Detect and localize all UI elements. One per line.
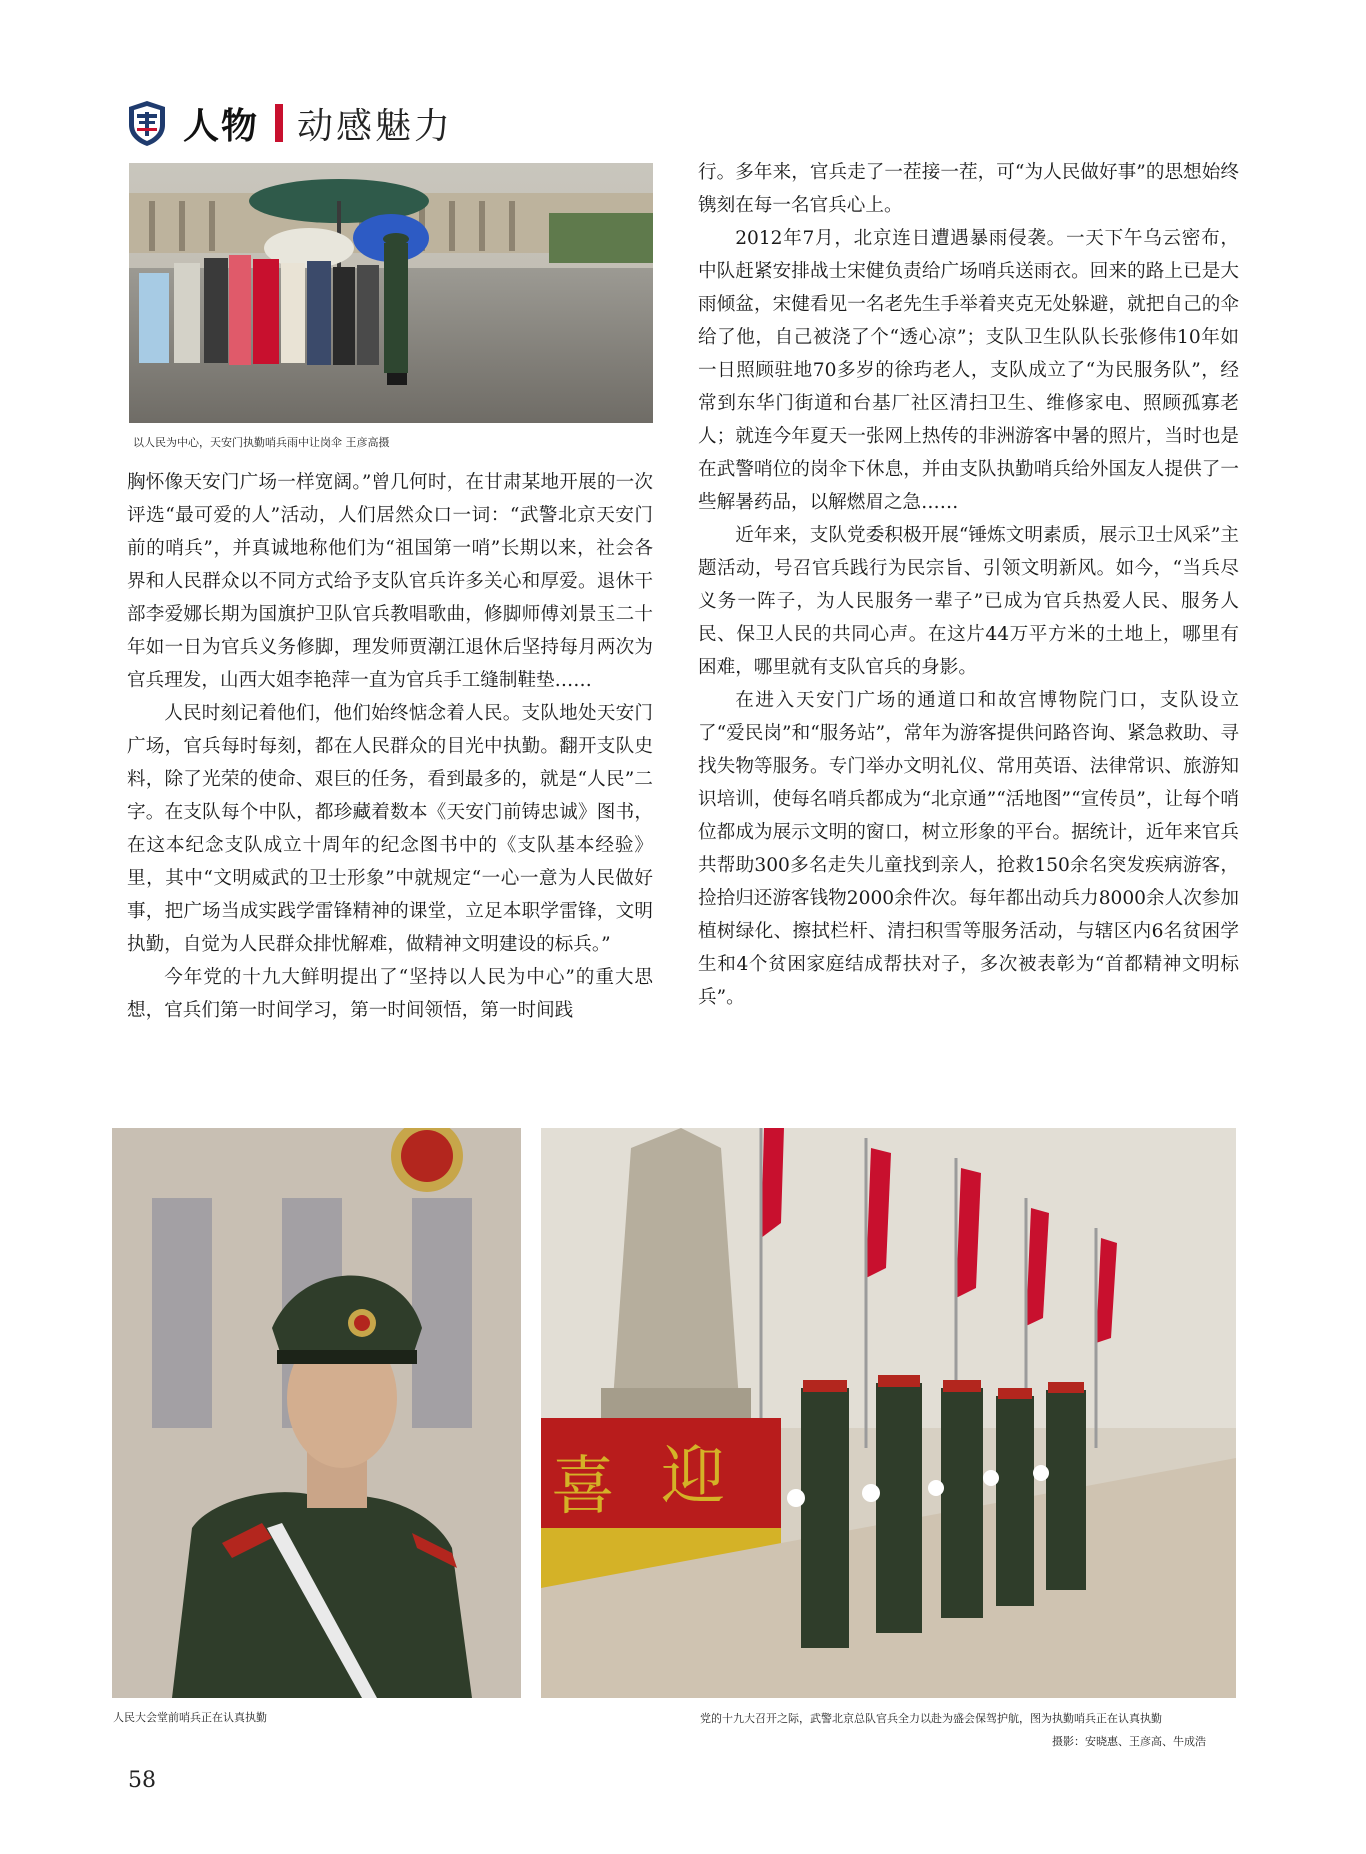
paragraph: 行。多年来，官兵走了一茬接一茬，可“为人民做好事”的思想始终镌刻在每一名官兵心上。 — [698, 162, 1239, 216]
left-text-column — [127, 466, 653, 1027]
left-photo-caption: 人民大会堂前哨兵正在认真执勤 — [113, 1711, 267, 1724]
police-emblem-icon — [125, 99, 169, 147]
paragraph: 近年来，支队党委积极开展“锤炼文明素质，展示卫士风采”主题活动，号召官兵践行为民宗旨、引领文明新风。如今，“当兵尽义务一阵子，为人民服务一辈子”已成为官兵热爱人民、服务人民、保卫人民的共同心声。在这片44万平方米的土地上，哪里有困难，哪里就有支队官兵的身影。 — [698, 525, 1239, 678]
photo-sentry-portrait — [112, 1128, 521, 1698]
header-divider — [275, 104, 283, 142]
photo-rain-sentry — [129, 163, 653, 423]
paragraph: 在进入天安门广场的通道口和故宫博物院门口，支队设立了“爱民岗”和“服务站”，常年为游客提供问路咨询、紧急救助、寻找失物等服务。专门举办文明礼仪、常用英语、法律常识、旅游知识培训，使每名哨兵都成为“北京通”“活地图”“宣传员”，让每个哨位都成为展示文明的窗口，树立形象的平台。据统计，近年来官兵共帮助300多名走失儿童找到亲人，抢救150余名突发疾病游客，捡拾归还游客钱物2000余件次。每年都出动兵力8000余人次参加植树绿化、擦拭栏杆、清扫积雪等服务活动，与辖区内6名贫困学生和4个贫困家庭结成帮扶对子，多次被表彰为“首都精神文明标兵”。 — [698, 690, 1239, 1008]
section-title: 人物 — [183, 105, 260, 147]
paragraph: 人民时刻记着他们，他们始终惦念着人民。支队地处天安门广场，官兵每时每刻，都在人民群众的目光中执勤。翻开支队史料，除了光荣的使命、艰巨的任务，看到最多的，就是“人民”二字。在支队每个中队，都珍藏着数本《天安门前铸忠诚》图书，在这本纪念支队成立十周年的纪念图书中的《支队基本经验》里，其中“文明威武的卫士形象”中就规定“一心一意为人民做好事，把广场当成实践学雷锋精神的课堂，立足本职学雷锋，文明执勤，自觉为人民群众排忧解难，做精神文明建设的标兵。” — [127, 703, 653, 955]
paragraph: 2012年7月，北京连日遭遇暴雨侵袭。一天下午乌云密布，中队赶紧安排战士宋健负责给广场哨兵送雨衣。回来的路上已是大雨倾盆，宋健看见一名老先生手举着夹克无处躲避，就把自己的伞给了他，自己被浇了个“透心凉”；支队卫生队队长张修伟10年如一日照顾驻地70多岁的徐玙老人，支队成立了“为民服务队”，经常到东华门街道和台基厂社区清扫卫生、维修家电、照顾孤寡老人；就连今年夏天一张网上热传的非洲游客中暑的照片，当时也是在武警哨位的岗伞下休息，并由支队执勤哨兵给外国友人提供了一些解暑药品，以解燃眉之急…… — [698, 228, 1239, 513]
banner-char: 迎 — [661, 1440, 725, 1514]
paragraph: 今年党的十九大鲜明提出了“坚持以人民为中心”的重大思想，官兵们第一时间学习，第一时间领悟，第一时间践 — [127, 967, 653, 1021]
photo-marching-guards — [541, 1128, 1236, 1698]
right-text-column — [698, 156, 1239, 1014]
paragraph: 胸怀像天安门广场一样宽阔。”曾几何时，在甘肃某地开展的一次评选“最可爱的人”活动，人们居然众口一词：“武警北京天安门前的哨兵”，并真诚地称他们为“祖国第一哨”长期以来，社会各界和人民群众以不同方式给予支队官兵许多关心和厚爱。退休干部李爱娜长期为国旗护卫队官兵教唱歌曲，修脚师傅刘景玉二十年如一日为官兵义务修脚，理发师贾潮江退休后坚持每月两次为官兵理发，山西大姐李艳萍一直为官兵手工缝制鞋垫…… — [127, 472, 653, 691]
top-photo-caption: 以人民为中心，天安门执勤哨兵雨中让岗伞 王彦高摄 — [133, 436, 390, 449]
page-number: 58 — [128, 1768, 156, 1793]
page-header — [125, 98, 453, 148]
banner-char: 喜 — [551, 1450, 615, 1524]
photo-credit: 摄影：安晓惠、王彦高、牛成浩 — [1052, 1735, 1206, 1748]
right-photo-caption: 党的十九大召开之际，武警北京总队官兵全力以赴为盛会保驾护航，图为执勤哨兵正在认真执勤 — [700, 1712, 1162, 1725]
column-title: 动感魅力 — [297, 105, 454, 147]
